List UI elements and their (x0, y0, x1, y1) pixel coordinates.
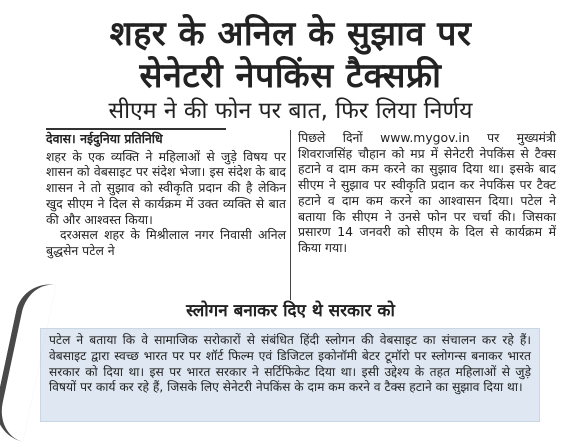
headline-line-2: सेनेटरी नेपकिंस टैक्सफ्री (139, 56, 442, 96)
right-paragraph-1: पिछले दिनों www.mygov.in पर मुख्यमंत्री शिवराजसिंह चौहान को मप्र में सेनेटरी नेपकिंस से टैक्स हटाने व दाम कम करने का सुझाव दिया था। इसके बाद सीएम ने सुझाव पर स्वीकृति प्रदान कर नेपकिंस पर टैक्ट हटाने व दाम कम करने का आश्वासन दिया। पटेल ने बताया कि सीएम ने उनसे फोन पर चर्चा की। जिसका प्रसारण 14 जनवरी को सीएम के दिल से कार्यक्रम में किया गया। (298, 130, 556, 255)
dateline: देवास। नईदुनिया प्रतिनिधि (46, 131, 163, 146)
subheadline: सीएम ने की फोन पर बात, फिर लिया निर्णय (108, 98, 473, 124)
left-column (46, 128, 286, 259)
right-column (298, 130, 556, 256)
column-divider (290, 130, 291, 300)
box-heading: स्लोगन बनाकर दिए थे सरकार को (186, 301, 395, 321)
box-text: पटेल ने बताया कि वे सामाजिक सरोकारों से संबंधित हिंदी स्लोगन की वेबसाइट का संचालन कर रहे हैं। वेबसाइट द्वारा स्वच्छ भारत पर पर शॉर्ट फिल्म एवं डिजिटल इकोनॉमी बेटर टूमॉरो पर स्लोगन्स बनाकर भारत सरकार को दिया था। इस पर भारत सरकार ने सर्टिफिकेट दिया था। इसी उद्देश्य के तहत महिलाओं से जुड़े विषयों पर कार्य कर रहे हैं, जिसके लिए सेनेटरी नेपकिंस के दाम कम करने व टैक्स हटाने का सुझाव दिया था। (49, 333, 531, 395)
info-box (40, 328, 540, 422)
headline-line-1: शहर के अनिल के सुझाव पर (109, 14, 472, 54)
left-paragraph-1: शहर के एक व्यक्ति ने महिलाओं से जुड़े विषय पर शासन को वेबसाइट पर संदेश भेजा। इस संदेश के बाद शासन ने तो सुझाव को स्वीकृति प्रदान की है लेकिन खुद सीएम ने दिल से कार्यक्रम में उक्त व्यक्ति से बात की और आश्वस्त किया। (46, 148, 286, 227)
left-paragraph-2: दरअसल शहर के मिश्रीलाल नगर निवासी अनिल बुद्धसेन पटेल ने (46, 227, 286, 258)
dateline-rule (46, 128, 226, 147)
